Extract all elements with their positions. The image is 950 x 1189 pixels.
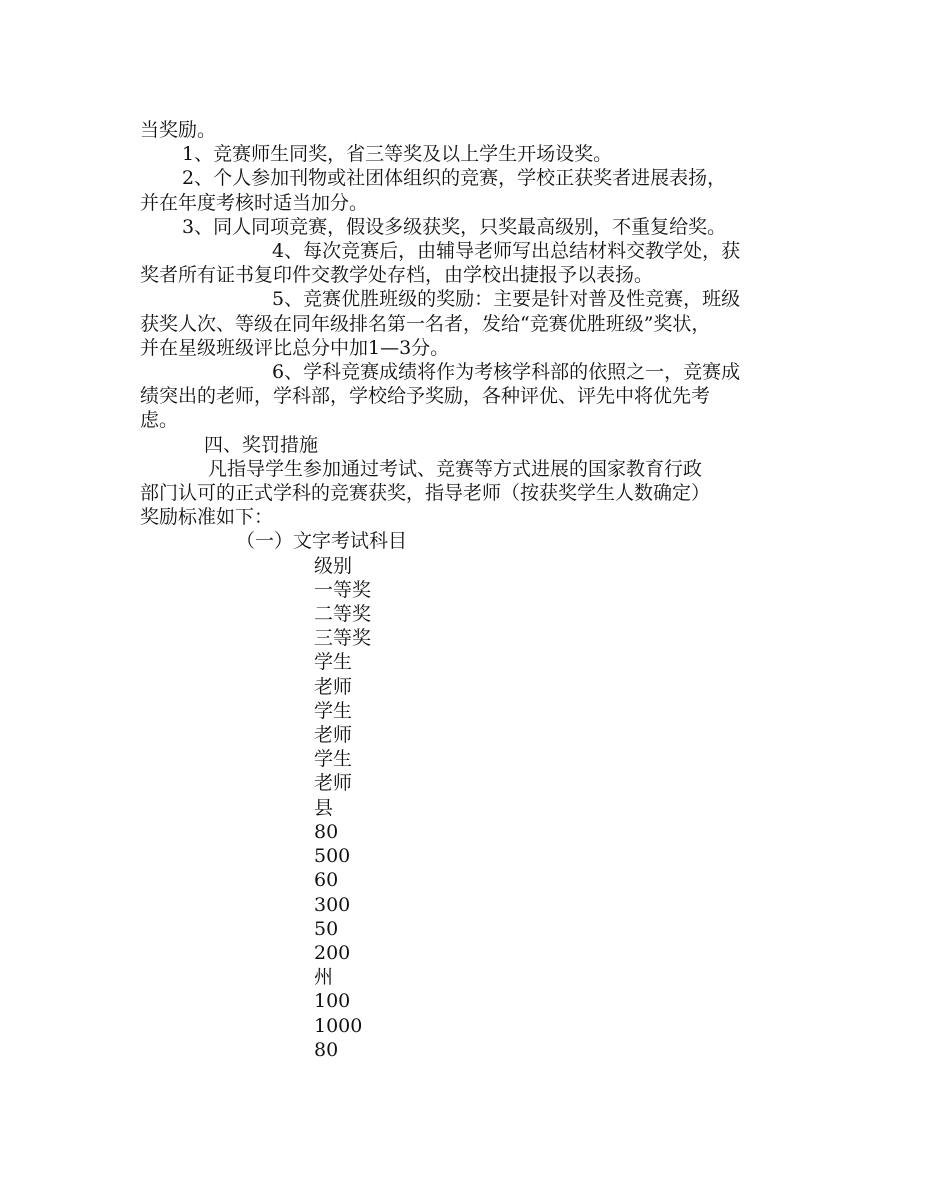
paragraph-line: 绩突出的老师，学科部，学校给予奖励，各种评优、评先中将优先考 bbox=[140, 385, 711, 408]
table-cell: 老师 bbox=[314, 724, 353, 747]
paragraph-line: 凡指导学生参加通过考试、竞赛等方式进展的国家教育行政 bbox=[208, 457, 703, 480]
table-cell: 学生 bbox=[314, 651, 353, 674]
table-cell: 三等奖 bbox=[314, 627, 372, 650]
table-cell: 学生 bbox=[314, 699, 353, 722]
table-cell: 60 bbox=[314, 869, 339, 892]
paragraph-line: 5、竞赛优胜班级的奖励：主要是针对普及性竞赛，班级 bbox=[272, 288, 741, 311]
table-cell: 50 bbox=[314, 917, 339, 940]
subsection-heading: （一）文字考试科目 bbox=[236, 530, 408, 553]
table-cell: 80 bbox=[314, 1038, 339, 1061]
document-body bbox=[140, 118, 820, 1062]
table-cell: 县 bbox=[314, 796, 334, 819]
paragraph-line: 奖者所有证书复印件交教学处存档，由学校出捷报予以表扬。 bbox=[140, 264, 654, 287]
paragraph-line: 2、个人参加刊物或社团体组织的竞赛，学校正获奖者进展表扬， bbox=[182, 167, 727, 190]
table-cell: 300 bbox=[314, 893, 351, 916]
award-table-cells bbox=[314, 554, 820, 1062]
paragraph-line: 获奖人次、等级在同年级排名第一名者，发给“竞赛优胜班级”奖状， bbox=[140, 312, 711, 335]
paragraph-line: 部门认可的正式学科的竞赛获奖，指导老师（按获奖学生人数确定） bbox=[140, 482, 711, 505]
paragraph-line: 3、同人同项竞赛，假设多级获奖，只奖最高级别，不重复给奖。 bbox=[182, 215, 727, 238]
paragraph-line: 当奖励。 bbox=[140, 119, 217, 141]
paragraph-line: 1、竞赛师生同奖，省三等奖及以上学生开场设奖。 bbox=[182, 143, 613, 166]
table-cell: 州 bbox=[314, 966, 334, 989]
paragraph-line: 奖励标准如下： bbox=[140, 506, 274, 529]
table-cell: 100 bbox=[314, 990, 351, 1013]
table-cell: 500 bbox=[314, 845, 351, 868]
table-cell: 80 bbox=[314, 820, 339, 843]
table-cell: 老师 bbox=[314, 772, 353, 795]
table-cell: 1000 bbox=[314, 1014, 363, 1037]
table-cell: 学生 bbox=[314, 748, 353, 771]
paragraph-line: 4、每次竞赛后，由辅导老师写出总结材料交教学处，获 bbox=[272, 240, 741, 263]
paragraph-line: 并在星级班级评比总分中加1—3分。 bbox=[140, 336, 450, 359]
table-cell: 级别 bbox=[314, 554, 353, 577]
paragraph-line: 虑。 bbox=[140, 409, 179, 432]
section-heading: 四、奖罚措施 bbox=[204, 433, 319, 456]
table-cell: 一等奖 bbox=[314, 578, 372, 601]
paragraph-line: 并在年度考核时适当加分。 bbox=[140, 191, 369, 214]
table-cell: 200 bbox=[314, 941, 351, 964]
table-cell: 二等奖 bbox=[314, 603, 372, 626]
table-cell: 老师 bbox=[314, 675, 353, 698]
paragraph-line: 6、学科竞赛成绩将作为考核学科部的依照之一，竞赛成 bbox=[272, 361, 741, 384]
